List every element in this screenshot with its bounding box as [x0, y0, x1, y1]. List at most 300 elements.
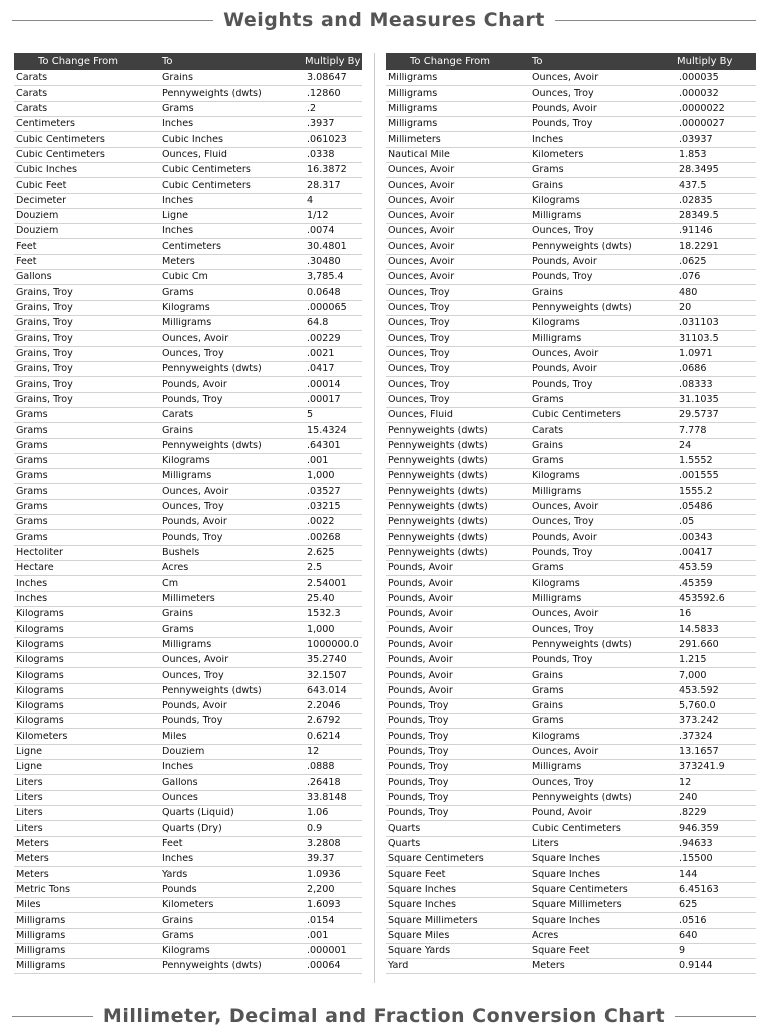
table-header	[386, 53, 756, 70]
cell-to: Pounds, Troy	[162, 532, 223, 543]
cell-to: Pennyweights (dwts)	[532, 639, 632, 650]
cell-from: Meters	[16, 838, 49, 849]
cell-to: Square Inches	[532, 915, 600, 926]
cell-multiply: 2.625	[307, 548, 335, 558]
cell-to: Inches	[532, 134, 564, 145]
table-row	[386, 255, 756, 270]
footer-rule-right	[675, 1016, 756, 1017]
cell-to: Grams	[162, 287, 194, 298]
cell-from: Milligrams	[388, 103, 438, 114]
cell-to: Ounces, Fluid	[162, 149, 228, 160]
cell-from: Hectoliter	[16, 548, 63, 558]
table-row	[386, 913, 756, 928]
cell-multiply: .00064	[307, 961, 341, 972]
table-row	[14, 837, 362, 852]
cell-from: Square Centimeters	[388, 854, 484, 864]
cell-multiply: 16	[679, 609, 692, 619]
table-row	[386, 224, 756, 239]
cell-multiply: 144	[679, 869, 698, 880]
cell-multiply: .26418	[307, 777, 341, 788]
cell-from: Pounds, Troy	[388, 747, 449, 757]
cell-to: Grams	[532, 165, 564, 175]
table-row	[386, 301, 756, 316]
cell-from: Grains, Troy	[16, 394, 73, 405]
cell-multiply: 3.2808	[307, 838, 341, 849]
cell-from: Grams	[16, 517, 48, 528]
cell-multiply: 0.6214	[307, 731, 341, 742]
table-row	[14, 607, 362, 622]
table-row	[386, 331, 756, 346]
cell-from: Grams	[16, 471, 48, 482]
cell-from: Grams	[16, 425, 48, 436]
table-row	[14, 331, 362, 346]
cell-to: Milligrams	[162, 639, 212, 650]
cell-from: Quarts	[388, 838, 421, 849]
cell-from: Liters	[16, 808, 43, 818]
table-row	[386, 837, 756, 852]
cell-multiply: 2.2046	[307, 701, 341, 711]
cell-multiply: 14.5833	[679, 624, 719, 635]
cell-multiply: .00268	[307, 532, 341, 543]
table-row	[386, 209, 756, 224]
cell-multiply: .031103	[679, 318, 719, 328]
cell-multiply: 31103.5	[679, 333, 719, 344]
cell-from: Carats	[16, 73, 48, 83]
cell-to: Pennyweights (dwts)	[162, 685, 262, 696]
table-row	[386, 806, 756, 821]
cell-from: Meters	[16, 854, 49, 864]
cell-to: Ounces, Troy	[532, 88, 594, 99]
cell-from: Ounces, Troy	[388, 364, 450, 374]
table-row	[14, 806, 362, 821]
cell-to: Ounces, Avoir	[162, 486, 229, 497]
cell-multiply: .02835	[679, 195, 713, 206]
cell-from: Ounces, Avoir	[388, 241, 455, 252]
cell-multiply: 1,000	[307, 471, 335, 482]
cell-to: Pounds, Troy	[162, 394, 223, 405]
cell-to: Grams	[532, 394, 564, 405]
cell-to: Kilograms	[532, 731, 580, 742]
cell-from: Grams	[16, 532, 48, 543]
cell-to: Pounds, Troy	[532, 379, 593, 390]
table-row	[14, 469, 362, 484]
table-row	[14, 439, 362, 454]
cell-multiply: 12	[307, 747, 320, 757]
cell-multiply: 373.242	[679, 716, 719, 727]
cell-multiply: 1000000.0	[307, 639, 359, 650]
cell-from: Inches	[16, 593, 48, 604]
cell-multiply: 453592.6	[679, 593, 725, 604]
cell-multiply: 7,000	[679, 670, 707, 681]
cell-from: Decimeter	[16, 195, 67, 206]
cell-multiply: .0022	[307, 517, 335, 528]
cell-from: Grains, Troy	[16, 364, 73, 374]
table-row	[14, 454, 362, 469]
table-row	[14, 408, 362, 423]
cell-multiply: .64301	[307, 440, 341, 451]
table-row	[14, 714, 362, 729]
chart-title-row	[0, 0, 768, 40]
cell-to: Square Millimeters	[532, 900, 622, 910]
table-row	[386, 163, 756, 178]
cell-from: Yard	[388, 961, 409, 972]
cell-to: Ounces, Troy	[162, 670, 224, 681]
cell-multiply: .001	[307, 930, 329, 941]
table-row	[14, 929, 362, 944]
cell-multiply: 15.4324	[307, 425, 347, 436]
table-row	[386, 454, 756, 469]
cell-from: Douziem	[16, 211, 59, 221]
cell-to: Milligrams	[162, 318, 212, 328]
cell-multiply: .00417	[679, 548, 713, 558]
cell-to: Inches	[162, 195, 194, 206]
cell-multiply: .001	[307, 456, 329, 466]
cell-to: Grains	[532, 287, 564, 298]
cell-multiply: 453.592	[679, 685, 719, 696]
table-row	[386, 791, 756, 806]
cell-multiply: .000065	[307, 303, 347, 313]
table-row	[14, 821, 362, 836]
cell-from: Pounds, Avoir	[388, 593, 453, 604]
cell-to: Kilograms	[532, 195, 580, 206]
header-from: To Change From	[38, 56, 118, 67]
cell-to: Grains	[162, 73, 194, 83]
cell-multiply: 2.5	[307, 563, 323, 573]
table-row	[14, 561, 362, 576]
cell-multiply: .0417	[307, 364, 335, 374]
cell-to: Pounds, Avoir	[532, 257, 597, 267]
cell-from: Grains, Troy	[16, 318, 73, 328]
table-row	[386, 484, 756, 499]
table-row	[386, 699, 756, 714]
cell-multiply: 16.3872	[307, 165, 347, 175]
cell-multiply: 5	[307, 410, 314, 420]
cell-to: Milligrams	[532, 211, 582, 221]
cell-from: Kilograms	[16, 685, 64, 696]
cell-to: Square Inches	[532, 869, 600, 880]
table-row	[14, 592, 362, 607]
cell-from: Milligrams	[16, 946, 66, 956]
page-title: Weights and Measures Chart	[223, 9, 545, 31]
cell-multiply: 39.37	[307, 854, 335, 864]
cell-to: Ounces, Troy	[162, 502, 224, 512]
table-row	[386, 883, 756, 898]
cell-to: Pounds, Avoir	[162, 701, 227, 711]
cell-multiply: 640	[679, 930, 698, 941]
cell-to: Meters	[532, 961, 565, 972]
cell-to: Pennyweights (dwts)	[532, 793, 632, 803]
table-row	[386, 316, 756, 331]
cell-from: Pennyweights (dwts)	[388, 517, 488, 528]
table-row	[14, 316, 362, 331]
cell-multiply: 3,785.4	[307, 272, 344, 283]
table-row	[386, 852, 756, 867]
table-row	[386, 729, 756, 744]
cell-to: Bushels	[162, 548, 200, 558]
cell-multiply: 480	[679, 287, 698, 298]
cell-from: Pounds, Avoir	[388, 685, 453, 696]
cell-multiply: .061023	[307, 134, 347, 145]
cell-from: Pounds, Troy	[388, 793, 449, 803]
cell-multiply: .00343	[679, 532, 713, 543]
cell-multiply: .00014	[307, 379, 341, 390]
cell-multiply: .0516	[679, 915, 707, 926]
cell-multiply: .000032	[679, 88, 719, 99]
cell-multiply: .15500	[679, 854, 713, 864]
table-row	[386, 132, 756, 147]
table-row	[14, 576, 362, 591]
cell-to: Grains	[162, 915, 194, 926]
table-row	[14, 301, 362, 316]
table-row	[14, 867, 362, 882]
footer-rule-left	[12, 1016, 93, 1017]
cell-multiply: 7.778	[679, 425, 707, 436]
cell-to: Milligrams	[162, 471, 212, 482]
cell-to: Pounds, Avoir	[532, 364, 597, 374]
cell-from: Pounds, Avoir	[388, 609, 453, 619]
table-row	[14, 959, 362, 974]
cell-from: Grams	[16, 456, 48, 466]
table-header	[14, 53, 362, 70]
cell-to: Inches	[162, 226, 194, 237]
cell-from: Pounds, Troy	[388, 716, 449, 727]
cell-multiply: 31.1035	[679, 394, 719, 405]
table-row	[386, 898, 756, 913]
cell-from: Milligrams	[16, 961, 66, 972]
cell-from: Cubic Feet	[16, 180, 67, 191]
cell-to: Pounds, Avoir	[532, 103, 597, 114]
cell-multiply: 32.1507	[307, 670, 347, 681]
cell-multiply: .45359	[679, 578, 713, 589]
cell-from: Milligrams	[388, 119, 438, 129]
cell-multiply: .08333	[679, 379, 713, 390]
cell-from: Milligrams	[16, 930, 66, 941]
cell-to: Ounces, Avoir	[162, 655, 229, 665]
cell-to: Acres	[532, 930, 559, 941]
cell-to: Square Inches	[532, 854, 600, 864]
table-row	[386, 592, 756, 607]
table-row	[14, 117, 362, 132]
table-row	[386, 944, 756, 959]
table-row	[386, 929, 756, 944]
cell-from: Feet	[16, 241, 37, 252]
cell-multiply: 2.54001	[307, 578, 347, 589]
table-row	[386, 285, 756, 300]
cell-multiply: .0338	[307, 149, 335, 160]
cell-to: Gallons	[162, 777, 198, 788]
cell-multiply: .03527	[307, 486, 341, 497]
cell-from: Milligrams	[16, 915, 66, 926]
cell-from: Square Inches	[388, 900, 456, 910]
cell-to: Grains	[532, 440, 564, 451]
cell-from: Pounds, Troy	[388, 762, 449, 773]
cell-to: Ounces, Avoir	[532, 348, 599, 359]
conversion-table-left	[14, 53, 362, 974]
cell-to: Kilometers	[162, 900, 214, 910]
cell-from: Square Yards	[388, 946, 451, 956]
cell-from: Carats	[16, 88, 48, 99]
table-row	[386, 439, 756, 454]
table-row	[14, 377, 362, 392]
cell-from: Meters	[16, 869, 49, 880]
cell-multiply: 0.0648	[307, 287, 341, 298]
table-row	[386, 362, 756, 377]
cell-from: Ounces, Troy	[388, 379, 450, 390]
cell-to: Cubic Inches	[162, 134, 224, 145]
table-row	[14, 638, 362, 653]
table-row	[386, 178, 756, 193]
cell-from: Grams	[16, 486, 48, 497]
cell-from: Liters	[16, 777, 43, 788]
cell-from: Millimeters	[388, 134, 441, 145]
cell-from: Square Feet	[388, 869, 446, 880]
cell-to: Square Feet	[532, 946, 590, 956]
table-row	[386, 117, 756, 132]
cell-to: Ounces, Avoir	[532, 502, 599, 512]
table-row	[386, 148, 756, 163]
cell-to: Liters	[532, 838, 559, 849]
cell-from: Pennyweights (dwts)	[388, 456, 488, 466]
table-row	[14, 71, 362, 86]
cell-to: Cubic Centimeters	[532, 823, 621, 834]
table-body	[386, 71, 756, 974]
table-row	[14, 745, 362, 760]
cell-multiply: 1555.2	[679, 486, 713, 497]
table-row	[14, 194, 362, 209]
cell-multiply: 3.08647	[307, 73, 347, 83]
table-row	[386, 760, 756, 775]
cell-to: Cubic Centimeters	[162, 180, 251, 191]
table-row	[14, 791, 362, 806]
table-row	[14, 775, 362, 790]
table-row	[14, 86, 362, 101]
cell-from: Pounds, Troy	[388, 808, 449, 818]
column-divider	[374, 53, 375, 983]
cell-to: Pennyweights (dwts)	[162, 961, 262, 972]
cell-to: Ounces, Troy	[532, 517, 594, 528]
cell-to: Meters	[162, 257, 195, 267]
cell-to: Grains	[532, 701, 564, 711]
cell-from: Kilograms	[16, 701, 64, 711]
cell-to: Milligrams	[532, 593, 582, 604]
cell-from: Pennyweights (dwts)	[388, 425, 488, 436]
cell-from: Pennyweights (dwts)	[388, 502, 488, 512]
table-row	[14, 148, 362, 163]
cell-to: Kilograms	[162, 456, 210, 466]
cell-multiply: 24	[679, 440, 692, 451]
cell-to: Yards	[162, 869, 188, 880]
cell-to: Ounces, Avoir	[532, 747, 599, 757]
table-row	[14, 285, 362, 300]
table-row	[386, 867, 756, 882]
cell-multiply: .94633	[679, 838, 713, 849]
cell-from: Ounces, Avoir	[388, 165, 455, 175]
table-row	[386, 622, 756, 637]
cell-multiply: .001555	[679, 471, 719, 482]
cell-to: Pounds, Troy	[532, 548, 593, 558]
cell-from: Pounds, Avoir	[388, 670, 453, 681]
cell-multiply: .12860	[307, 88, 341, 99]
table-row	[14, 530, 362, 545]
cell-multiply: 4	[307, 195, 314, 206]
cell-multiply: .0000027	[679, 119, 725, 129]
table-row	[386, 500, 756, 515]
table-row	[386, 408, 756, 423]
cell-to: Kilograms	[532, 471, 580, 482]
header-to: To	[162, 56, 173, 67]
cell-from: Kilograms	[16, 639, 64, 650]
cell-from: Liters	[16, 823, 43, 834]
table-row	[386, 270, 756, 285]
table-row	[386, 530, 756, 545]
cell-multiply: 1532.3	[307, 609, 341, 619]
table-row	[386, 653, 756, 668]
cell-to: Kilometers	[532, 149, 584, 160]
cell-to: Grains	[532, 180, 564, 191]
cell-from: Ounces, Avoir	[388, 257, 455, 267]
cell-from: Ounces, Troy	[388, 394, 450, 405]
cell-to: Pounds, Avoir	[532, 532, 597, 543]
header-multiply: Multiply By	[305, 56, 361, 67]
cell-from: Gallons	[16, 272, 52, 283]
cell-from: Pounds, Troy	[388, 777, 449, 788]
cell-multiply: 5,760.0	[679, 701, 716, 711]
table-row	[14, 270, 362, 285]
cell-from: Pennyweights (dwts)	[388, 532, 488, 543]
cell-from: Cubic Centimeters	[16, 149, 105, 160]
header-multiply: Multiply By	[677, 56, 733, 67]
cell-from: Pennyweights (dwts)	[388, 486, 488, 497]
cell-multiply: 2,200	[307, 884, 335, 895]
cell-from: Kilometers	[16, 731, 68, 742]
cell-multiply: 625	[679, 900, 698, 910]
cell-multiply: 240	[679, 793, 698, 803]
table-row	[14, 178, 362, 193]
cell-from: Feet	[16, 257, 37, 267]
cell-to: Miles	[162, 731, 187, 742]
footer-title-row	[0, 996, 768, 1036]
cell-multiply: 643.014	[307, 685, 347, 696]
cell-to: Feet	[162, 838, 183, 849]
cell-to: Carats	[532, 425, 564, 436]
cell-multiply: 0.9	[307, 823, 323, 834]
cell-from: Kilograms	[16, 716, 64, 727]
table-row	[386, 959, 756, 974]
table-row	[14, 102, 362, 117]
cell-multiply: .05	[679, 517, 695, 528]
cell-to: Pounds, Troy	[162, 716, 223, 727]
table-row	[14, 546, 362, 561]
cell-to: Grams	[162, 103, 194, 114]
header-from: To Change From	[410, 56, 490, 67]
table-row	[386, 775, 756, 790]
cell-from: Cubic Centimeters	[16, 134, 105, 145]
cell-to: Grams	[532, 456, 564, 466]
title-rule-left	[12, 20, 213, 21]
table-row	[386, 745, 756, 760]
cell-multiply: .000001	[307, 946, 347, 956]
cell-to: Kilograms	[162, 303, 210, 313]
cell-multiply: .2	[307, 103, 317, 114]
cell-multiply: .05486	[679, 502, 713, 512]
cell-to: Quarts (Dry)	[162, 823, 222, 834]
cell-to: Ligne	[162, 211, 189, 221]
table-row	[14, 484, 362, 499]
cell-from: Ounces, Troy	[388, 318, 450, 328]
cell-from: Carats	[16, 103, 48, 114]
table-row	[14, 239, 362, 254]
cell-multiply: .03215	[307, 502, 341, 512]
